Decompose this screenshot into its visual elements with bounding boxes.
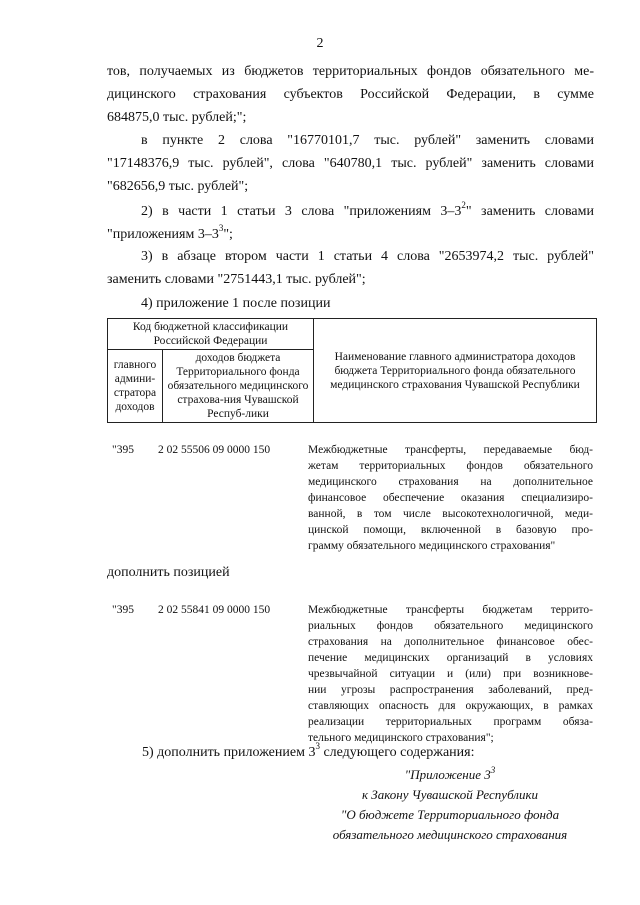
text-line: в пункте 2 слова "16770101,7 тыс. рублей" заменить словами (141, 133, 594, 148)
row-name (308, 442, 593, 554)
text-line (107, 200, 594, 223)
text-line: заменить словами "2751443,1 тыс. рублей"; (107, 272, 366, 287)
row-code-main: "395 (112, 444, 134, 456)
name-line: грамму обязательного медицинского страхования" (308, 540, 556, 552)
text-line: 684875,0 тыс. рублей;"; (107, 110, 247, 125)
name-line: ставляющих опасность для окружающих, в рамках (308, 700, 593, 712)
paragraph-item-5 (142, 741, 475, 761)
superscript: 2 (461, 200, 466, 211)
classification-table (107, 318, 597, 423)
text-line: "17148376,9 тыс. рублей", слова "640780,1 тыс. рублей" заменить словами (107, 156, 594, 171)
header-name: Наименование главного администратора доходов бюджета Территориального фонда обязательного медицинского страхования Чувашской Республики (314, 319, 597, 423)
text-fragment: "Приложение 3 (404, 767, 491, 782)
superscript: 3 (490, 764, 496, 775)
header-main-administrator: главного админи-стратора доходов (108, 350, 163, 423)
appendix-line: "О бюджете Территориального фонда (340, 807, 560, 822)
name-line: риальных фондов обязательного медицинского (308, 620, 593, 632)
name-line: страхования на дополнительное финансовое обес- (308, 636, 593, 648)
name-line: нии угрозы распространения заболеваний, пред- (308, 684, 593, 696)
paragraph-item-3 (107, 245, 594, 291)
text-fragment: 5) дополнить приложением 3 (142, 745, 316, 760)
text-fragment: " заменить словами (465, 204, 594, 219)
paragraph-item-4: 4) приложение 1 после позиции (141, 296, 331, 311)
row-code-income: 2 02 55506 09 0000 150 (158, 444, 271, 456)
superscript: 3 (315, 741, 320, 752)
add-position-label: дополнить позицией (107, 565, 230, 580)
name-line: цинской помощи, включенной в базовую про- (308, 524, 593, 536)
name-line: Межбюджетные трансферты бюджетам террито- (308, 604, 593, 616)
appendix-title (300, 765, 600, 785)
name-line: тельного медицинского страхования"; (308, 732, 494, 744)
appendix-line: к Закону Чувашской Республики (361, 787, 539, 802)
text-fragment: 2) в части 1 статьи 3 слова "приложениям 3–3 (141, 204, 462, 219)
name-line: реализации территориальных программ обяза- (308, 716, 593, 728)
name-line: ванной, в том числе высокотехнологичной, меди- (308, 508, 593, 520)
name-line: медицинского страхования на дополнительное (308, 476, 593, 488)
text-fragment: "приложениям 3–3 (107, 227, 219, 242)
name-line: жетам территориальных фондов обязательного (308, 460, 593, 472)
text-fragment: "; (223, 227, 233, 242)
page-number: 2 (316, 36, 324, 51)
paragraph-continuation (107, 60, 594, 129)
text-line: дицинского страхования субъектов Российской Федерации, в сумме (107, 87, 594, 102)
text-line (107, 223, 594, 246)
text-line: 3) в абзаце втором части 1 статьи 4 слова "2653974,2 тыс. рублей" (141, 249, 594, 264)
header-income: доходов бюджета Территориального фонда обязательного медицинского страхова-ния Чувашской Респуб-лики (163, 350, 314, 423)
appendix-line: обязательного медицинского страхования (332, 827, 568, 842)
row-code-income: 2 02 55841 09 0000 150 (158, 604, 271, 616)
row-code-main: "395 (112, 604, 134, 616)
appendix-header (300, 765, 600, 845)
name-line: Межбюджетные трансферты, передаваемые бюд- (308, 444, 593, 456)
text-fragment: следующего содержания: (319, 745, 475, 760)
name-line: финансовое обеспечение оказания специализиро- (308, 492, 593, 504)
row-name (308, 602, 593, 746)
name-line: чрезвычайной ситуации и (или) при возникнове- (308, 668, 593, 680)
paragraph-point-2 (107, 129, 594, 198)
text-line: тов, получаемых из бюджетов территориальных фондов обязательного ме- (107, 64, 594, 79)
text-line: "682656,9 тыс. рублей"; (107, 179, 249, 194)
superscript: 3 (218, 223, 224, 234)
paragraph-item-2 (107, 200, 594, 246)
header-code-classification: Код бюджетной классификации Российской Федерации (108, 319, 314, 350)
name-line: печение медицинских организаций в условиях (308, 652, 593, 664)
